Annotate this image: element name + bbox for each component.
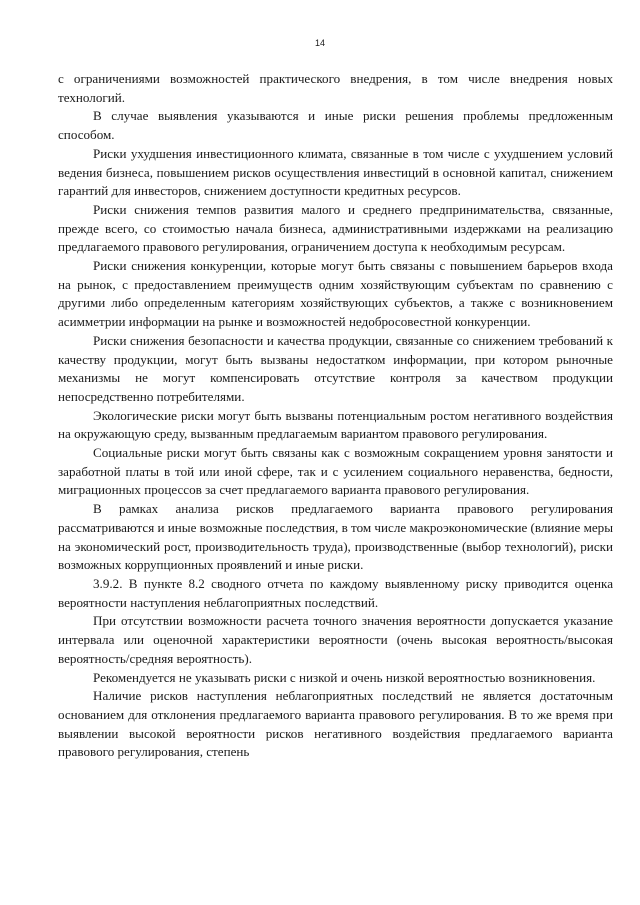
- page-number: 14: [314, 38, 325, 48]
- paragraph: Риски снижения конкуренции, которые могут быть связаны с повышением барьеров входа на рынок, с предоставлением преимуществ одним хозяйствующим субъектам по сравнению с другими либо определенным категориям хозяйствующих субъектов, а также с возникновением асимметрии информации на рынке и возможностей недобросовестной конкуренции.: [58, 258, 613, 330]
- paragraph: Риски снижения темпов развития малого и среднего предпринимательства, связанные, прежде всего, со стоимостью начала бизнеса, административными издержками на реализацию предлагаемого правового регулирования, ограничением доступа к необходимым ресурсам.: [58, 201, 613, 255]
- paragraph: Риски снижения безопасности и качества продукции, связанные со снижением требований к качеству продукции, могут быть вызваны недостатком информации, при котором рыночные механизмы не могут компенсировать отсутствие контроля за качеством продукции непосредственно потребителями.: [58, 332, 613, 404]
- paragraph: Экологические риски могут быть вызваны потенциальным ростом негативного воздействия на окружающую среду, вызванным предлагаемым вариантом правового регулирования.: [58, 407, 613, 442]
- paragraph: При отсутствии возможности расчета точного значения вероятности допускается указание интервала или оценочной характеристики вероятности (очень высокая вероятность/высокая вероятность/средняя вероятность).: [58, 613, 613, 666]
- paragraph: с ограничениями возможностей практического внедрения, в том числе внедрения новых технологий.: [58, 71, 613, 105]
- paragraph: Риски ухудшения инвестиционного климата, связанные в том числе с ухудшением условий ведения бизнеса, повышением рисков осуществления инвестиций в основной капитал, снижением гарантий для инвесторов, снижением доступности кредитных ресурсов.: [58, 145, 613, 199]
- paragraph: Рекомендуется не указывать риски с низкой и очень низкой вероятностью возникновения.: [93, 669, 596, 685]
- paragraph: В случае выявления указываются и иные риски решения проблемы предложенным способом.: [58, 108, 613, 143]
- paragraph: Социальные риски могут быть связаны как с возможным сокращением уровня занятости и заработной платы в той или иной сфере, так и с усилением социального неравенства, бедности, миграционных процессов за счет предлагаемого варианта правового регулирования.: [58, 445, 613, 498]
- body-text: [58, 70, 613, 762]
- paragraph: В рамках анализа рисков предлагаемого варианта правового регулирования рассматриваются и иные возможные последствия, в том числе макроэкономические (влияние меры на экономический рост, производительность труда), производственные (выбор технологий), риски возможных коррупционных проявлений и иные риски.: [58, 501, 614, 573]
- paragraph: Наличие рисков наступления неблагоприятных последствий не является достаточным основанием для отклонения предлагаемого варианта правового регулирования. В то же время при выявлении высокой вероятности рисков негативного воздействия предлагаемого варианта правового регулирования, степень: [58, 688, 613, 760]
- paragraph: 3.9.2. В пункте 8.2 сводного отчета по каждому выявленному риску приводится оценка вероятности наступления неблагоприятных последствий.: [58, 575, 613, 610]
